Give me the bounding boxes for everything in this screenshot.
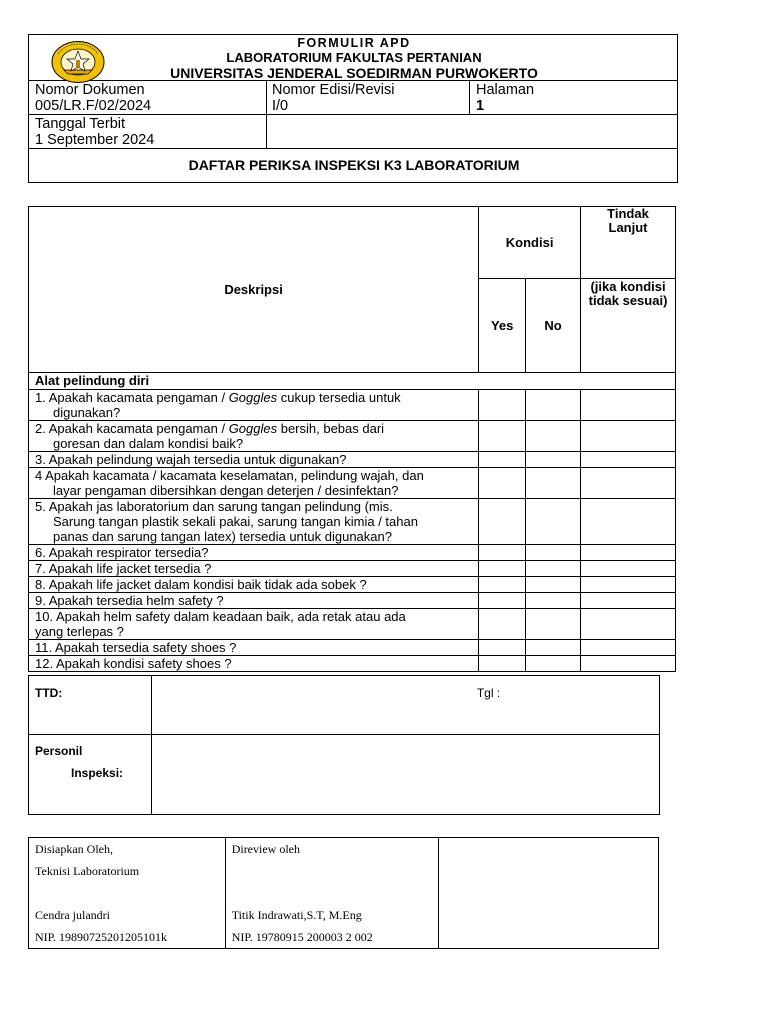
signature-field[interactable] — [151, 676, 659, 735]
reviewed-by-label: Direview oleh — [231, 842, 300, 856]
no-cell[interactable] — [526, 561, 581, 577]
column-no: No — [526, 279, 581, 373]
personnel-label: Personil Inspeksi: — [29, 735, 152, 815]
question-3: 3. Apakah pelindung wajah tersedia untuk digunakan? — [29, 452, 479, 468]
reviewer-name: Titik Indrawati,S.T, M.Eng — [231, 908, 362, 922]
no-cell[interactable] — [526, 545, 581, 561]
no-cell[interactable] — [526, 656, 581, 672]
table-row — [29, 609, 676, 640]
table-row — [29, 545, 676, 561]
follow-up-cell[interactable] — [581, 452, 676, 468]
no-cell[interactable] — [526, 577, 581, 593]
no-cell[interactable] — [526, 640, 581, 656]
yes-cell[interactable] — [479, 593, 526, 609]
table-row — [29, 656, 676, 672]
no-cell[interactable] — [526, 593, 581, 609]
follow-up-cell[interactable] — [581, 421, 676, 452]
column-follow-up — [581, 207, 676, 279]
prepared-by-cell — [29, 838, 226, 949]
table-row — [29, 499, 676, 545]
doc-number-value: 005/LR.F/02/2024 — [35, 98, 152, 114]
yes-cell[interactable] — [479, 468, 526, 499]
doc-number-label: Nomor Dokumen — [35, 82, 145, 98]
question-7: 7. Apakah life jacket tersedia ? — [29, 561, 479, 577]
follow-up-cell[interactable] — [581, 390, 676, 421]
follow-up-cell[interactable] — [581, 609, 676, 640]
table-row — [29, 561, 676, 577]
reviewer-nip: NIP. 19780915 200003 2 002 — [231, 930, 373, 944]
table-row — [29, 640, 676, 656]
date-label: Tgl : — [476, 686, 501, 700]
no-cell[interactable] — [526, 421, 581, 452]
question-11: 11. Apakah tersedia safety shoes ? — [29, 640, 479, 656]
no-cell[interactable] — [526, 468, 581, 499]
prepared-by-label: Disiapkan Oleh, — [35, 842, 113, 856]
prepared-role: Teknisi Laboratorium — [35, 864, 140, 878]
reviewed-by-cell — [225, 838, 439, 949]
yes-cell[interactable] — [479, 452, 526, 468]
yes-cell[interactable] — [479, 545, 526, 561]
page-value: 1 — [476, 98, 485, 114]
university-logo-icon — [50, 40, 106, 84]
column-yes: Yes — [479, 279, 526, 373]
lab-name: LABORATORIUM FAKULTAS PERTANIAN — [226, 50, 482, 65]
follow-up-cell[interactable] — [581, 468, 676, 499]
follow-up-cell[interactable] — [581, 499, 676, 545]
no-cell[interactable] — [526, 390, 581, 421]
page-label: Halaman — [476, 82, 535, 98]
question-1: 1. Apakah kacamata pengaman / Goggles cukup tersedia untuk digunakan? — [29, 390, 479, 421]
edition-value: I/0 — [272, 98, 289, 114]
approval-footer — [28, 837, 659, 949]
follow-up-cell[interactable] — [581, 561, 676, 577]
yes-cell[interactable] — [479, 421, 526, 452]
question-5: 5. Apakah jas laboratorium dan sarung tangan pelindung (mis. Sarung tangan plastik sekali pakai, sarung tangan kimia / tahan panas dan sarung tangan latex) tersedia untuk digunakan? — [29, 499, 479, 545]
approval-cell[interactable] — [439, 838, 659, 949]
section-title: Alat pelindung diri — [29, 373, 676, 390]
question-6: 6. Apakah respirator tersedia? — [29, 545, 479, 561]
question-4: 4 Apakah kacamata / kacamata keselamatan, pelindung wajah, dan layar pengaman dibersihkan dengan deterjen / desinfektan? — [29, 468, 479, 499]
question-10: 10. Apakah helm safety dalam keadaan baik, ada retak atau ada yang terlepas ? — [29, 609, 479, 640]
column-condition: Kondisi — [479, 207, 581, 279]
follow-up-label: Tindak Lanjut — [607, 206, 649, 235]
yes-cell[interactable] — [479, 656, 526, 672]
follow-up-cell[interactable] — [581, 577, 676, 593]
inspection-checklist — [28, 206, 676, 672]
follow-up-cell[interactable] — [581, 593, 676, 609]
document-header — [28, 34, 678, 183]
yes-cell[interactable] — [479, 561, 526, 577]
no-cell[interactable] — [526, 609, 581, 640]
yes-cell[interactable] — [479, 577, 526, 593]
yes-cell[interactable] — [479, 499, 526, 545]
prepared-name: Cendra julandri — [35, 908, 110, 922]
question-2: 2. Apakah kacamata pengaman / Goggles bersih, bebas dari goresan dan dalam kondisi baik? — [29, 421, 479, 452]
issue-date-label: Tanggal Terbit — [35, 116, 126, 132]
edition-label: Nomor Edisi/Revisi — [272, 82, 395, 98]
follow-up-cell[interactable] — [581, 545, 676, 561]
table-row — [29, 390, 676, 421]
signature-box — [28, 675, 660, 815]
table-row — [29, 452, 676, 468]
follow-up-cell[interactable] — [581, 656, 676, 672]
column-description: Deskripsi — [29, 207, 479, 373]
yes-cell[interactable] — [479, 640, 526, 656]
follow-up-note: (jika kondisi tidak sesuai) — [581, 279, 676, 373]
document-title: DAFTAR PERIKSA INSPEKSI K3 LABORATORIUM — [188, 157, 520, 173]
question-9: 9. Apakah tersedia helm safety ? — [29, 593, 479, 609]
no-cell[interactable] — [526, 452, 581, 468]
prepared-nip: NIP. 19890725201205101k — [35, 930, 168, 944]
table-row — [29, 468, 676, 499]
issue-date-value: 1 September 2024 — [35, 132, 155, 148]
follow-up-cell[interactable] — [581, 640, 676, 656]
yes-cell[interactable] — [479, 390, 526, 421]
table-row — [29, 421, 676, 452]
no-cell[interactable] — [526, 499, 581, 545]
question-8: 8. Apakah life jacket dalam kondisi baik tidak ada sobek ? — [29, 577, 479, 593]
question-12: 12. Apakah kondisi safety shoes ? — [29, 656, 479, 672]
table-row — [29, 593, 676, 609]
yes-cell[interactable] — [479, 609, 526, 640]
personnel-field[interactable] — [151, 735, 659, 815]
ttd-label: TTD: — [29, 676, 152, 735]
form-title: FORMULIR APD — [297, 36, 411, 50]
university-name: UNIVERSITAS JENDERAL SOEDIRMAN PURWOKERTO — [170, 65, 538, 81]
table-row — [29, 577, 676, 593]
